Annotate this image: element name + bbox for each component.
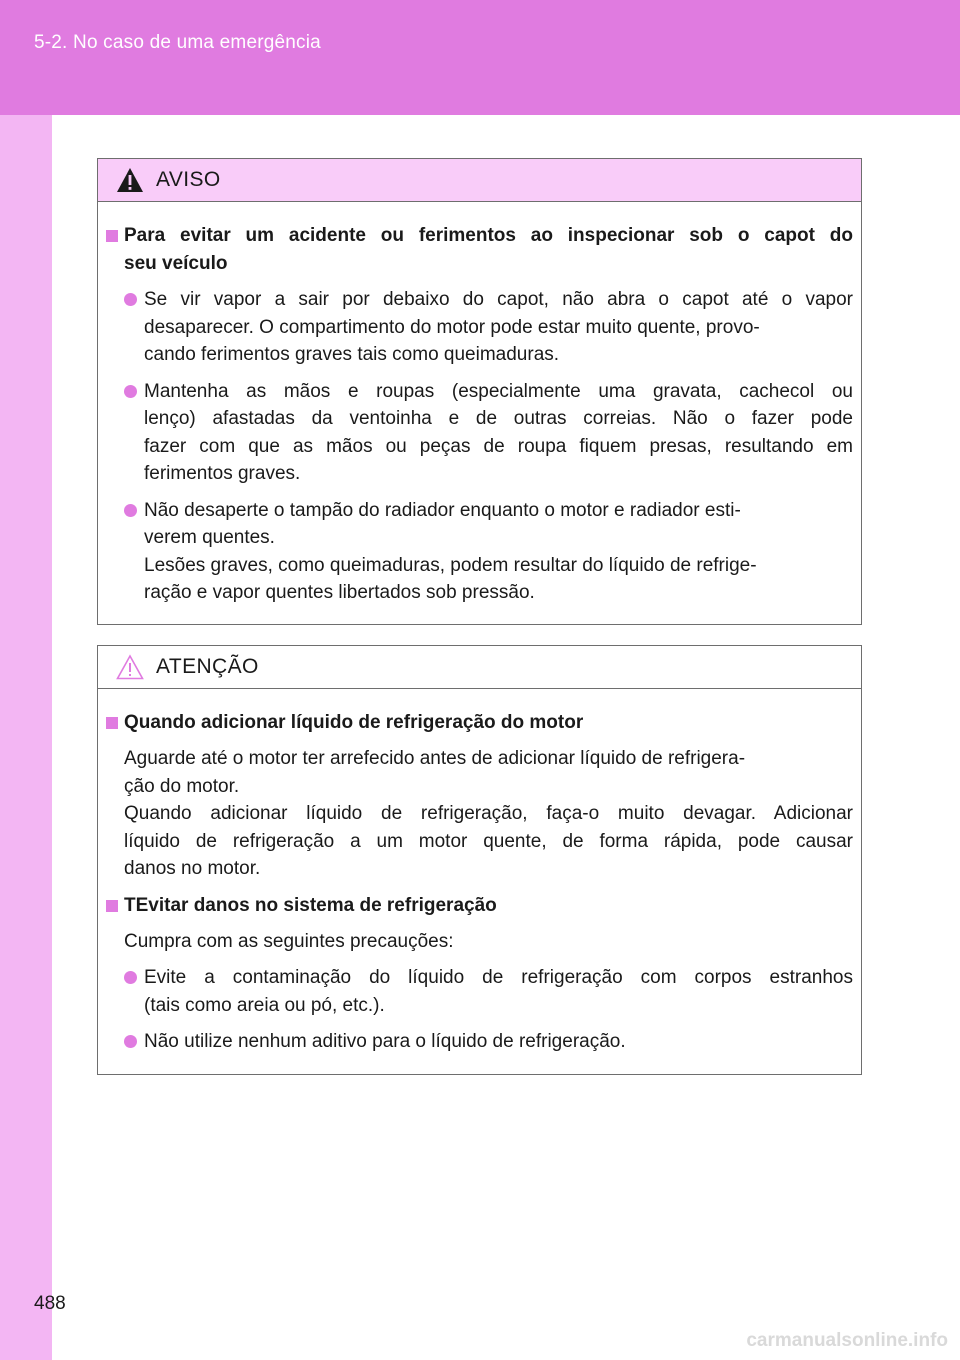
warning-heading: Para evitar um acidente ou ferimentos ao inspecionar sob o capot do seu veículo	[106, 222, 853, 278]
warning-title: AVISO	[156, 168, 221, 191]
warning-bullet: Mantenha as mãos e roupas (especialmente uma gravata, cachecol ou lenço) afastadas da ventoinha e de outras correias. Não o fazer pode fazer com que as mãos ou peças de roupa fiquem presas, resultando em ferimentos graves.	[106, 378, 853, 488]
caution-box-header	[98, 646, 861, 689]
warning-triangle-icon	[116, 167, 144, 193]
round-bullet-icon	[124, 385, 137, 398]
square-bullet-icon	[106, 900, 118, 912]
round-bullet-icon	[124, 971, 137, 984]
caution-bullet: Não utilize nenhum aditivo para o líquido de refrigeração.	[106, 1028, 853, 1056]
round-bullet-icon	[124, 293, 137, 306]
warning-bullet: Se vir vapor a sair por debaixo do capot, não abra o capot até o vapor desaparecer. O compartimento do motor pode estar muito quente, provo- cando ferimentos graves tais como queimaduras.	[106, 286, 853, 369]
round-bullet-icon	[124, 504, 137, 517]
section-title: 5-2. No caso de uma emergência	[34, 32, 321, 53]
watermark: carmanualsonline.info	[746, 1330, 948, 1351]
page-number: 488	[34, 1293, 66, 1314]
caution-intro: Cumpra com as seguintes precauções:	[124, 930, 454, 952]
caution-triangle-outline-icon	[116, 654, 144, 680]
caution-paragraph: Aguarde até o motor ter arrefecido antes de adicionar líquido de refrigera- ção do motor. Quando adicionar líquido de refrigeração, faça-o muito devagar. Adicionar líquido de refrigeração a um motor quente, de forma rápida, pode causar danos no motor.	[124, 748, 853, 879]
warning-box	[97, 158, 862, 625]
caution-box	[97, 645, 862, 1075]
caution-heading: Quando adicionar líquido de refrigeração do motor	[106, 709, 853, 737]
side-band	[0, 115, 52, 1360]
caution-title: ATENÇÃO	[156, 655, 259, 678]
header-band	[0, 0, 960, 115]
round-bullet-icon	[124, 1035, 137, 1048]
caution-bullet: Evite a contaminação do líquido de refrigeração com corpos estranhos (tais como areia ou pó, etc.).	[106, 964, 853, 1019]
warning-box-header	[98, 159, 861, 202]
square-bullet-icon	[106, 717, 118, 729]
square-bullet-icon	[106, 230, 118, 242]
warning-bullet: Não desaperte o tampão do radiador enquanto o motor e radiador esti- verem quentes. Lesões graves, como queimaduras, podem resultar do líquido de refrige- ração e vapor quentes libertados sob pressão.	[106, 497, 853, 607]
caution-heading: TEvitar danos no sistema de refrigeração	[106, 892, 853, 920]
